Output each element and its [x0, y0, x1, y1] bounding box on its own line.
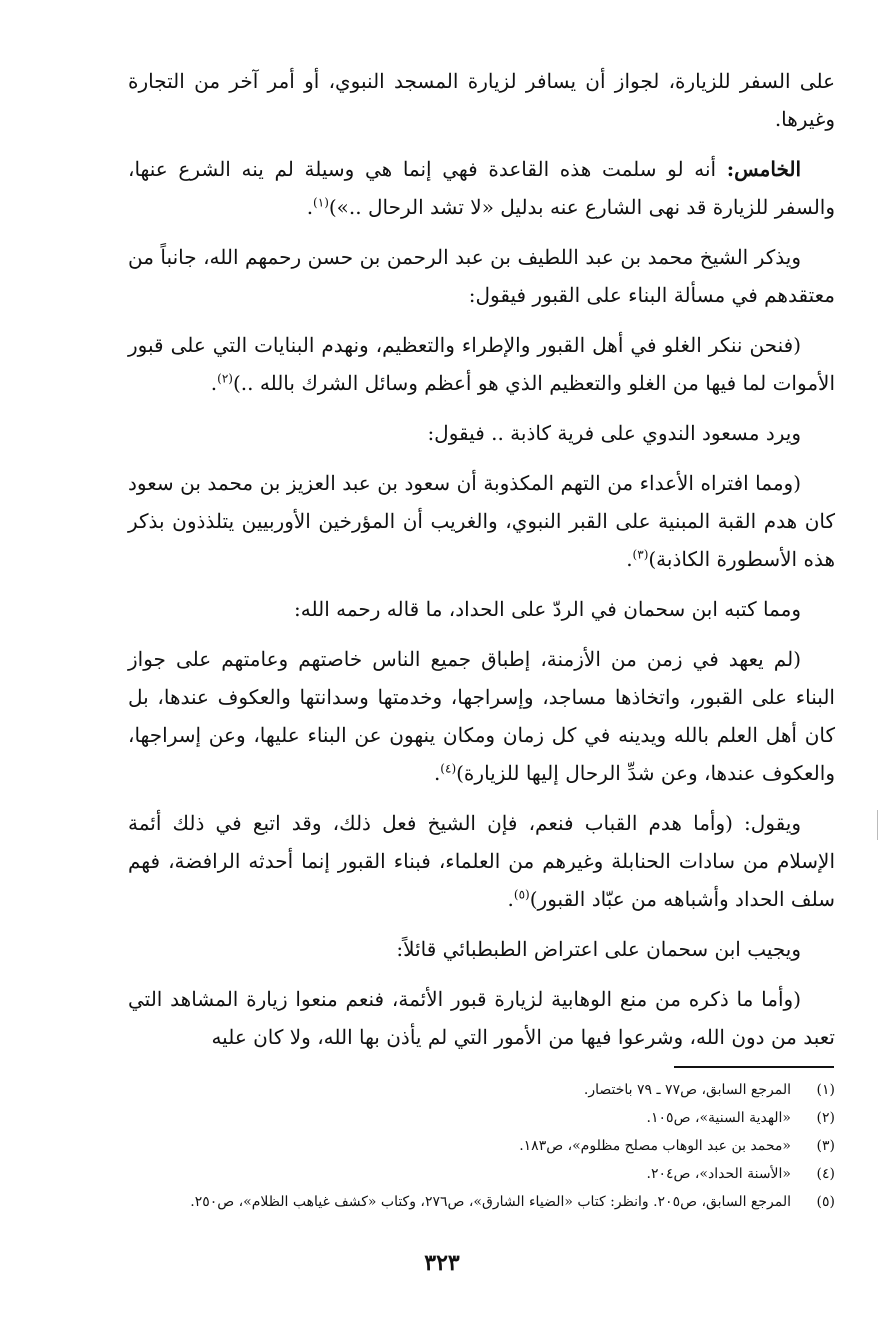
paragraph-4: (فنحن ننكر الغلو في أهل القبور والإطراء والتعظيم، ونهدم البنايات التي على قبور الأموات لما فيها من الغلو والتعظيم الذي هو أعظم وسائل الشرك بالله ..)$^{(٢)}$. [128, 333, 835, 395]
footnote-ref[interactable]: (١) [313, 195, 329, 210]
footnote-ref[interactable]: (٢) [217, 371, 233, 386]
footnote-text: المرجع السابق، ص٢٠٥. وانظر: كتاب «الضياء الشارق»، ص٢٧٦، وكتاب «كشف غياهب الظلام»، ص٢٥٠. [190, 1194, 791, 1210]
paragraph-9: ويقول: (وأما هدم القباب فنعم، فإن الشيخ فعل ذلك، وقد اتبع في ذلك أئمة الإسلام من سادات الحنابلة وغيرهم من العلماء، فبناء القبور إنما أحدثه الرافضة، فهم سلف الحداد وأشباهه من عبّاد القبور)$^{(٥)}$. [128, 811, 835, 911]
paragraph-2: الخامس: أنه لو سلمت هذه القاعدة فهي إنما هي وسيلة لم ينه الشرع عنها، والسفر للزيارة قد نهى الشارع عنه بدليل «لا تشد الرحال ..»)$^{(١)}$. [128, 157, 835, 219]
paragraph-5: ويرد مسعود الندوي على فرية كاذبة .. فيقول: [427, 421, 801, 445]
footnote-text: «الأسنة الحداد»، ص٢٠٤. [646, 1166, 791, 1182]
paragraph-3: ويذكر الشيخ محمد بن عبد اللطيف بن عبد الرحمن بن حسن رحمهم الله، جانباً من معتقدهم في مسألة البناء على القبور فيقول: [128, 245, 835, 307]
footnote-number: (٢) [816, 1110, 835, 1126]
footnote-divider [674, 1066, 834, 1068]
paragraph-lead: الخامس: [726, 157, 801, 181]
paragraph-10: ويجيب ابن سحمان على اعتراض الطبطبائي قائلاً: [396, 937, 801, 961]
body-text [128, 62, 835, 1068]
footnote-item [130, 1104, 835, 1132]
scan-edge-mark [877, 810, 878, 840]
footnote-number: (٥) [816, 1194, 835, 1210]
footnote-number: (٣) [816, 1138, 835, 1154]
footnote-text: «الهدية السنية»، ص١٠٥. [646, 1110, 791, 1126]
footnote-item [130, 1076, 835, 1104]
paragraph-11: (وأما ما ذكره من منع الوهابية لزيارة قبور الأئمة، فنعم منعوا زيارة المشاهد التي تعبد من دون الله، وشرعوا فيها من الأمور التي لم يأذن بها الله، ولا كان عليه [128, 987, 835, 1049]
footnote-text: المرجع السابق، ص٧٧ ـ ٧٩ باختصار. [583, 1082, 791, 1098]
footnote-text: «محمد بن عبد الوهاب مصلح مظلوم»، ص١٨٣. [519, 1138, 791, 1154]
footnote-item [130, 1160, 835, 1188]
page-number: ٣٢٣ [424, 1250, 460, 1276]
footnotes [130, 1076, 835, 1216]
footnote-item [130, 1188, 835, 1216]
paragraph-6: (ومما افتراه الأعداء من التهم المكذوبة أن سعود بن عبد العزيز بن محمد بن سعود كان هدم القبة المبنية على القبر النبوي، والغريب أن المؤرخين الأوربيين يتلذذون بذكر هذه الأسطورة الكاذبة)$^{(٣)}$. [128, 471, 835, 571]
paragraph-8: (لم يعهد في زمن من الأزمنة، إطباق جميع الناس خاصتهم وعامتهم على جواز البناء على القبور، واتخاذها مساجد، وإسراجها، وخدمتها وسدانتها والعكوف عندها، بل كان أهل العلم بالله ويدينه في كل زمان ومكان ينهون عن البناء عليها، وعن إسراجها، والعكوف عندها، وعن شدِّ الرحال إليها للزيارة)$^{(٤)}$. [128, 647, 835, 785]
footnote-number: (٤) [816, 1166, 835, 1182]
footnote-ref[interactable]: (٤) [440, 761, 457, 776]
footnote-number: (١) [816, 1082, 835, 1098]
paragraph-1: على السفر للزيارة، لجواز أن يسافر لزيارة المسجد النبوي، أو أمر آخر من التجارة وغيرها. [128, 69, 835, 131]
footnote-ref[interactable]: (٥) [513, 887, 530, 902]
footnote-item [130, 1132, 835, 1160]
paragraph-7: ومما كتبه ابن سحمان في الردّ على الحداد، ما قاله رحمه الله: [294, 597, 801, 621]
footnote-ref[interactable]: (٣) [632, 547, 649, 562]
